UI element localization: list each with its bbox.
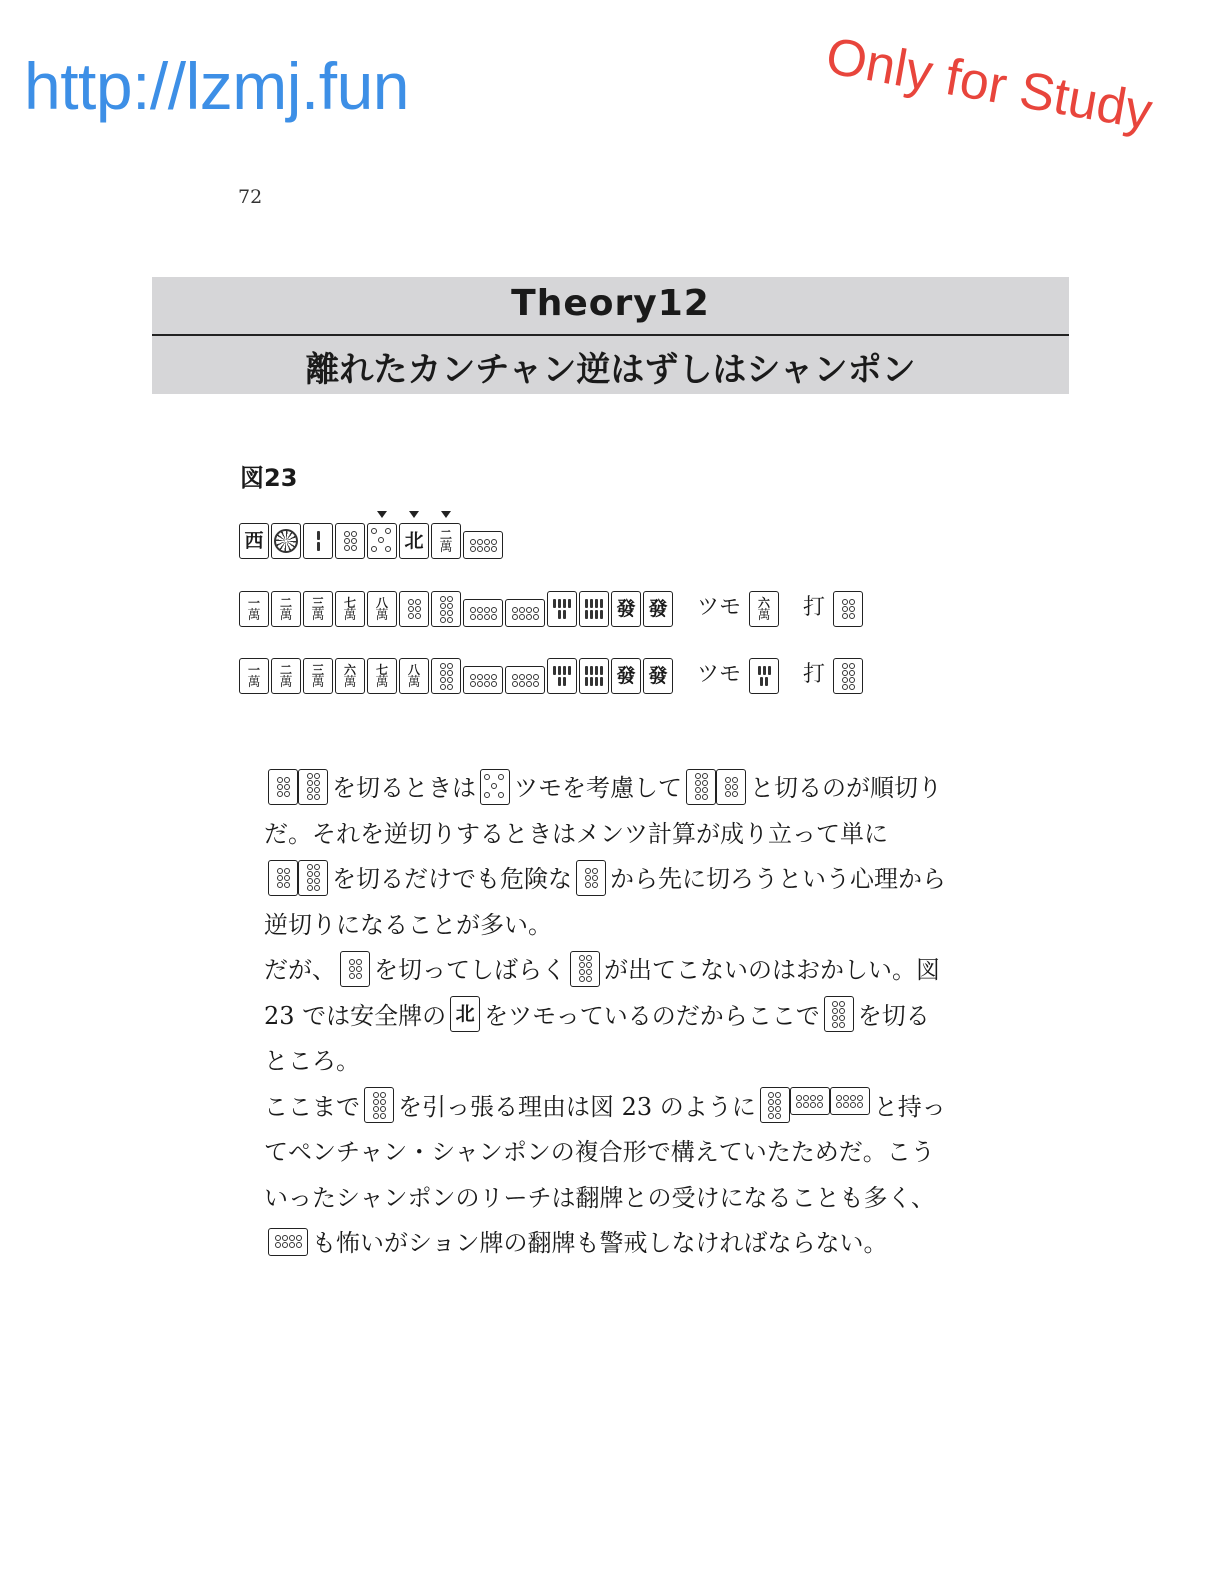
body-text — [240, 766, 952, 1267]
sou-8-tile — [579, 591, 609, 627]
figure-label: 図23 — [240, 464, 298, 492]
man-6-tile: 六 萬 — [335, 658, 365, 694]
inline-tiles — [268, 860, 328, 896]
man-6-tile: 六 萬 — [749, 591, 779, 627]
north-tile: 北 — [450, 996, 480, 1032]
sou-6-tile — [547, 591, 577, 627]
hatsu-tile: 發 — [643, 658, 673, 694]
pin-8-side-tile — [463, 599, 503, 627]
man-8-tile: 八 萬 — [399, 658, 429, 694]
man-1-tile: 一 萬 — [239, 658, 269, 694]
paragraph-3: ここまで を引っ張る理由は図 23 のように と持ってペンチャン・シャンポンの複合形で構えていたためだ。こういったシャンポンのリーチは翻牌との受けになることも多く、 も怖いがション牌の翻牌も警戒しなければならない。 — [240, 1085, 952, 1267]
inline-tiles — [268, 769, 328, 805]
pin-8-side-tile — [268, 1228, 308, 1256]
inline-tiles — [480, 769, 510, 805]
watermark-notice: Only for Study — [821, 26, 1157, 142]
pin-8-tile — [833, 658, 863, 694]
pin-8-tile — [298, 860, 328, 896]
pin-8-tile — [298, 769, 328, 805]
inline-tiles — [576, 860, 606, 896]
riichi-marker — [441, 511, 451, 518]
pin-6-tile — [576, 860, 606, 896]
pin-8-side-tile — [830, 1087, 870, 1115]
paragraph-1: を切るときは ツモを考慮して と切るのが順切りだ。それを逆切りするときはメンツ計算が成り立って単に を切るだけでも危険な から先に切ろうという心理から逆切りになることが多い。 — [240, 766, 952, 948]
discard-label: 打 — [803, 595, 826, 620]
north-tile: 北 — [399, 523, 429, 559]
inline-tiles — [760, 1087, 870, 1123]
pin-8-tile — [431, 658, 461, 694]
sou-2-tile — [303, 523, 333, 559]
man-1-tile: 一 萬 — [239, 591, 269, 627]
west-tile: 西 — [239, 523, 269, 559]
pin-8-tile — [570, 951, 600, 987]
pin-8-tile — [431, 591, 461, 627]
riichi-marker — [377, 511, 387, 518]
pin-8-tile — [686, 769, 716, 805]
pin-6-tile — [833, 591, 863, 627]
pin-8-side-tile — [463, 666, 503, 694]
draw-label: ツモ — [697, 662, 742, 687]
inline-tiles — [570, 951, 600, 987]
pin-5-tile — [480, 769, 510, 805]
divider — [152, 334, 1069, 336]
hand-row-2 — [239, 657, 865, 694]
inline-tiles — [450, 996, 480, 1032]
pin-6-tile — [399, 591, 429, 627]
pin-8-side-tile — [790, 1087, 830, 1115]
pin-8-side-tile — [505, 666, 545, 694]
theory-title: Theory12 — [511, 283, 710, 324]
pin-5-tile — [367, 523, 397, 559]
sou-6-tile — [547, 658, 577, 694]
sou-8-tile — [579, 658, 609, 694]
man-3-tile: 三 萬 — [303, 591, 333, 627]
hand-row-1 — [239, 590, 865, 627]
pin-8-tile — [760, 1087, 790, 1123]
man-7-tile: 七 萬 — [367, 658, 397, 694]
sou-5-tile — [749, 658, 779, 694]
paragraph-2: だが、 を切ってしばらく が出てこないのはおかしい。図 23 では安全牌の 北 をツモっているのだからここで を切るところ。 — [240, 948, 952, 1085]
draw-label: ツモ — [697, 595, 742, 620]
pin-6-tile — [335, 523, 365, 559]
man-7-tile: 七 萬 — [335, 591, 365, 627]
pin-8-sideways-tile — [463, 531, 503, 559]
man-2-tile: 二 萬 — [271, 658, 301, 694]
theory-subtitle: 離れたカンチャン逆はずしはシャンポン — [305, 350, 916, 390]
title-banner — [152, 277, 1069, 394]
pin-8-tile — [364, 1087, 394, 1123]
pin-1-tile — [271, 523, 301, 559]
discard-row — [239, 523, 505, 559]
pin-6-tile — [268, 860, 298, 896]
pin-6-tile — [340, 951, 370, 987]
riichi-marker — [409, 511, 419, 518]
man-8-tile: 八 萬 — [367, 591, 397, 627]
pin-8-tile — [824, 996, 854, 1032]
inline-tiles — [364, 1087, 394, 1123]
hatsu-tile: 發 — [611, 591, 641, 627]
inline-tiles — [340, 951, 370, 987]
inline-tiles — [268, 1228, 308, 1256]
pin-6-tile — [268, 769, 298, 805]
inline-tiles — [824, 996, 854, 1032]
hatsu-tile: 發 — [611, 658, 641, 694]
discard-label: 打 — [803, 662, 826, 687]
pin-6-tile — [716, 769, 746, 805]
hatsu-tile: 發 — [643, 591, 673, 627]
man-3-tile: 三 萬 — [303, 658, 333, 694]
pin-8-side-tile — [505, 599, 545, 627]
man-2-tile: 二 萬 — [271, 591, 301, 627]
man-2-tile: 二 萬 — [431, 523, 461, 559]
page-number: 72 — [238, 186, 263, 208]
watermark-url: http://lzmj.fun — [24, 49, 409, 123]
inline-tiles — [686, 769, 746, 805]
